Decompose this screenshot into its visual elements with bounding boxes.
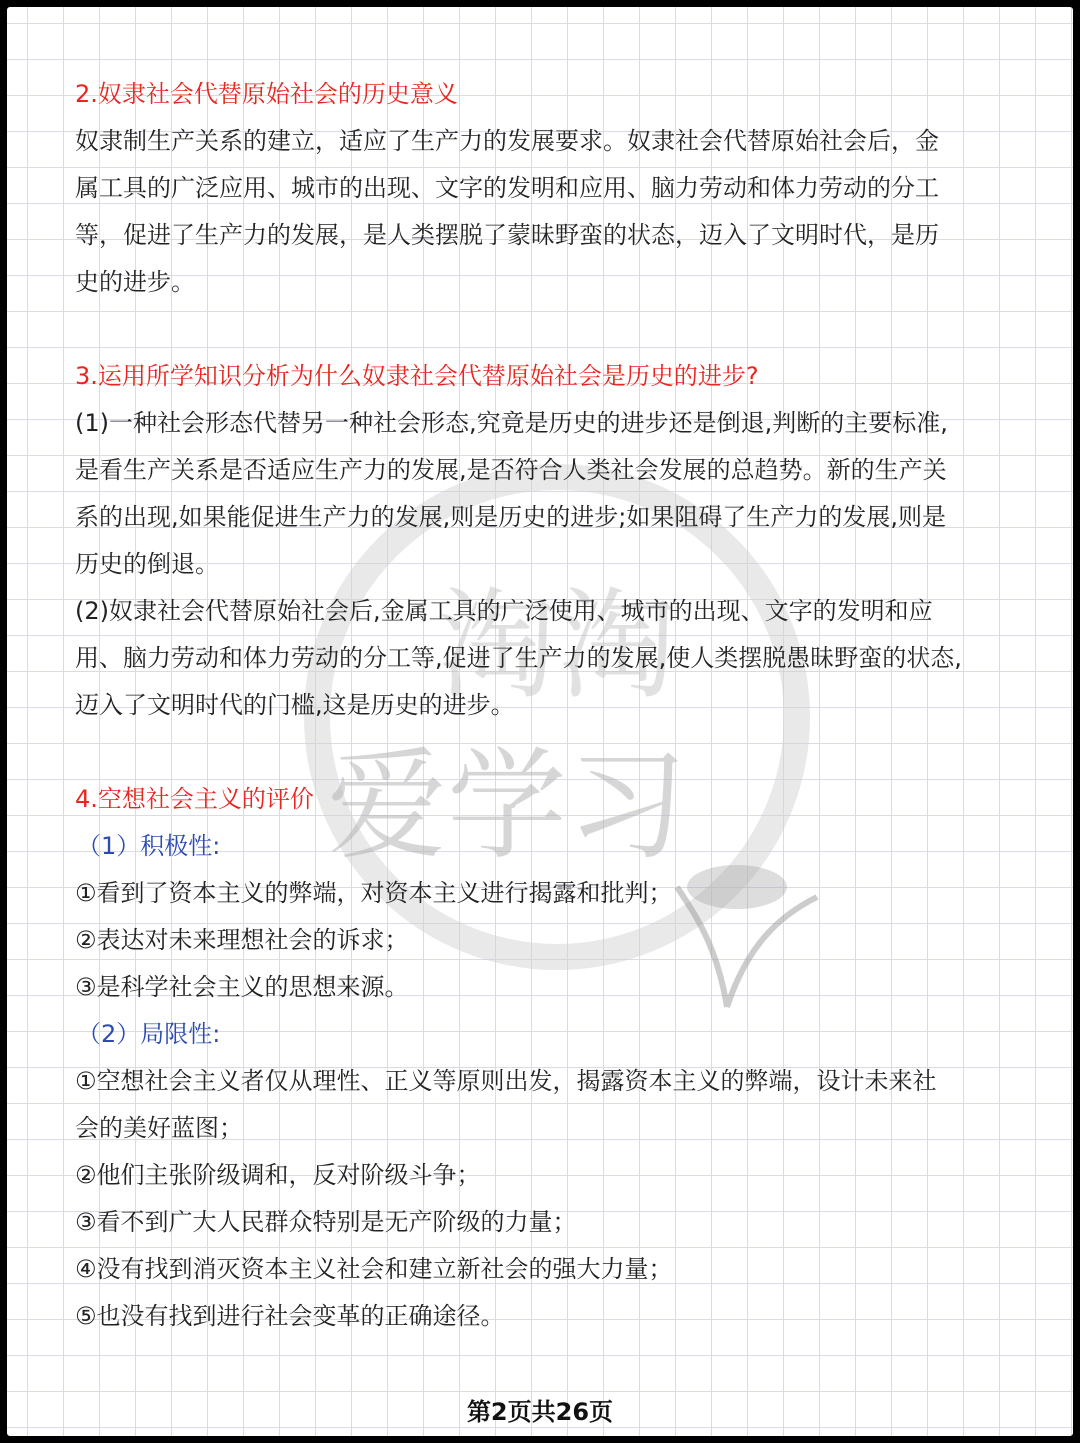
section-3-line: 系的出现,如果能促进生产力的发展,则是历史的进步;如果阻碍了生产力的发展,则是 [75, 503, 946, 531]
limitation-item: ⑤也没有找到进行社会变革的正确途径。 [75, 1302, 505, 1330]
section-3-line: 用、脑力劳动和体力劳动的分工等,促进了生产力的发展,使人类摆脱愚昧野蛮的状态, [75, 644, 962, 672]
section-2-line: 等，促进了生产力的发展，是人类摆脱了蒙昧野蛮的状态，迈入了文明时代，是历 [75, 221, 939, 249]
positive-item: ①看到了资本主义的弊端，对资本主义进行揭露和批判； [75, 879, 673, 907]
limitation-subheading: （2）局限性: [77, 1020, 221, 1048]
limitation-item: 会的美好蓝图； [75, 1114, 243, 1142]
section-spacer [75, 729, 1035, 776]
section-3-line: (2)奴隶社会代替原始社会后,金属工具的广泛使用、城市的出现、文字的发明和应 [75, 597, 933, 625]
section-3-line: 是看生产关系是否适应生产力的发展,是否符合人类社会发展的总趋势。新的生产关 [75, 456, 947, 484]
section-3-line: 迈入了文明时代的门槛,这是历史的进步。 [75, 691, 515, 719]
limitation-item: ④没有找到消灭资本主义社会和建立新社会的强大力量； [75, 1255, 673, 1283]
positive-item: ③是科学社会主义的思想来源。 [75, 973, 409, 1001]
section-2-line: 属工具的广泛应用、城市的出现、文字的发明和应用、脑力劳动和体力劳动的分工 [75, 174, 939, 202]
section-4-heading: 4.空想社会主义的评价 [75, 785, 314, 813]
section-3-heading: 3.运用所学知识分析为什么奴隶社会代替原始社会是历史的进步? [75, 362, 759, 390]
section-3-line: (1)一种社会形态代替另一种社会形态,究竟是历史的进步还是倒退,判断的主要标准, [75, 409, 948, 437]
limitation-item: ③看不到广大人民群众特别是无产阶级的力量； [75, 1208, 577, 1236]
document-page [7, 7, 1073, 1436]
watermark-text-bottom: 爱学习 [327, 737, 687, 876]
positive-subheading: （1）积极性: [77, 832, 221, 860]
watermark-text-top: 淘淘 [437, 577, 677, 716]
section-spacer [75, 306, 1035, 353]
positive-item: ②表达对未来理想社会的诉求； [75, 926, 409, 954]
section-2-line: 奴隶制生产关系的建立，适应了生产力的发展要求。奴隶社会代替原始社会后，金 [75, 127, 939, 155]
main-content [75, 71, 1035, 1340]
limitation-item: ②他们主张阶级调和，反对阶级斗争； [75, 1161, 481, 1189]
page-number: 第2页共26页 [466, 1398, 614, 1426]
section-3-line: 历史的倒退。 [75, 550, 219, 578]
section-2-heading: 2.奴隶社会代替原始社会的历史意义 [75, 80, 458, 108]
limitation-item: ①空想社会主义者仅从理性、正义等原则出发，揭露资本主义的弊端，设计未来社 [75, 1067, 937, 1095]
section-2-line: 史的进步。 [75, 268, 195, 296]
